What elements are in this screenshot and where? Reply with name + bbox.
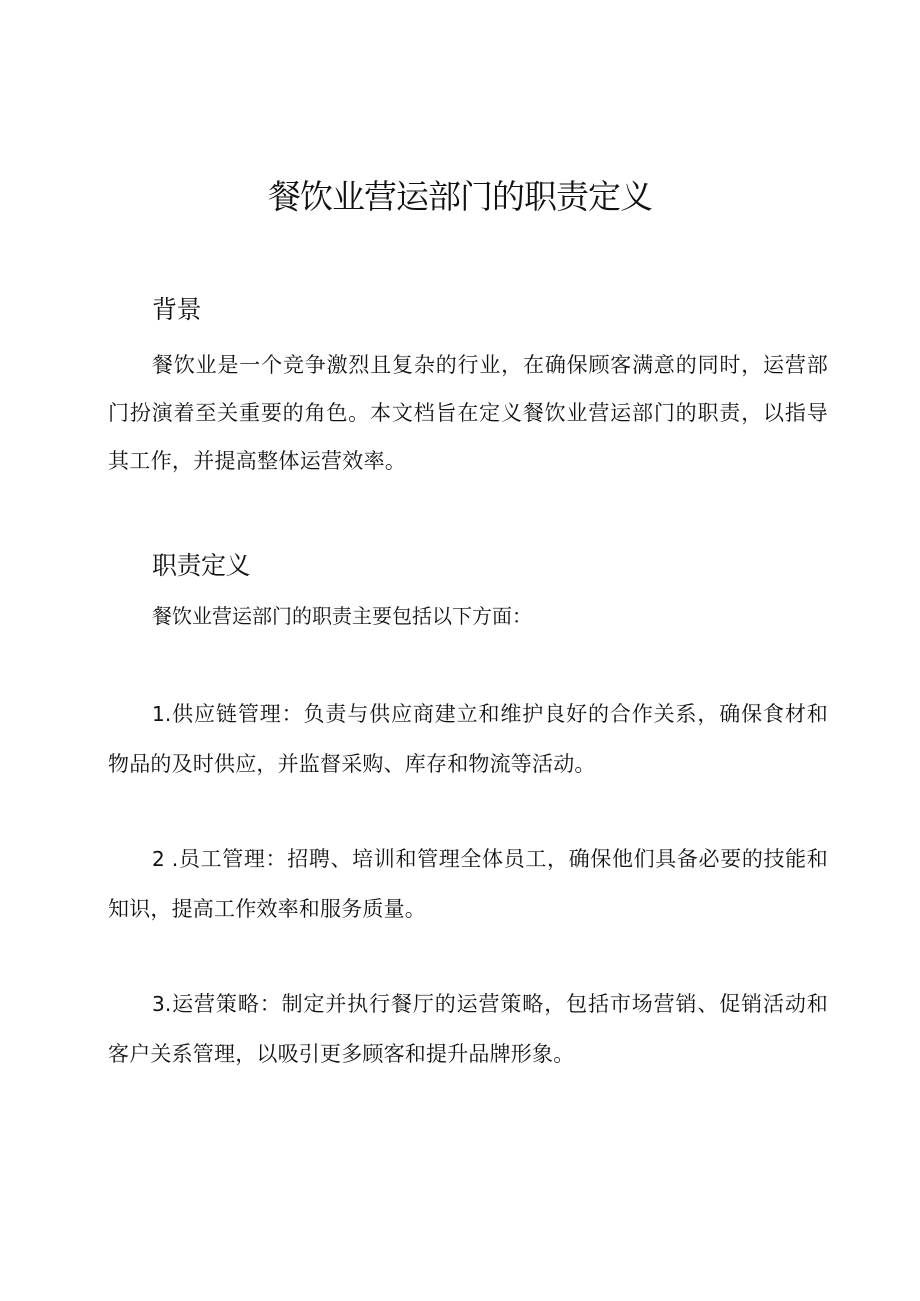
list-item-text: 运营策略：制定并执行餐厅的运营策略，包括市场营销、促销活动和客户关系管理，以吸引更多顾客和提升品牌形象。 bbox=[108, 992, 828, 1066]
list-item-supply-chain bbox=[108, 689, 828, 789]
list-item-number: 3. bbox=[152, 992, 172, 1016]
list-item-strategy bbox=[108, 979, 828, 1079]
list-item-staff bbox=[108, 834, 828, 934]
responsibilities-heading: 职责定义 bbox=[152, 551, 251, 580]
list-item-text: 供应链管理：负责与供应商建立和维护良好的合作关系，确保食材和物品的及时供应，并监督采购、库存和物流等活动。 bbox=[108, 702, 828, 776]
list-item-number: 1. bbox=[152, 702, 172, 726]
document-title: 餐饮业营运部门的职责定义 bbox=[268, 177, 652, 216]
responsibilities-intro: 餐饮业营运部门的职责主要包括以下方面： bbox=[152, 604, 532, 628]
list-item-number: 2 . bbox=[152, 847, 179, 871]
list-item-text: 员工管理：招聘、培训和管理全体员工，确保他们具备必要的技能和知识，提高工作效率和服务质量。 bbox=[108, 847, 829, 921]
background-heading: 背景 bbox=[152, 295, 202, 324]
background-paragraph: 餐饮业是一个竞争激烈且复杂的行业，在确保顾客满意的同时，运营部门扮演着至关重要的角色。本文档旨在定义餐饮业营运部门的职责，以指导其工作，并提高整体运营效率。 bbox=[108, 353, 828, 473]
